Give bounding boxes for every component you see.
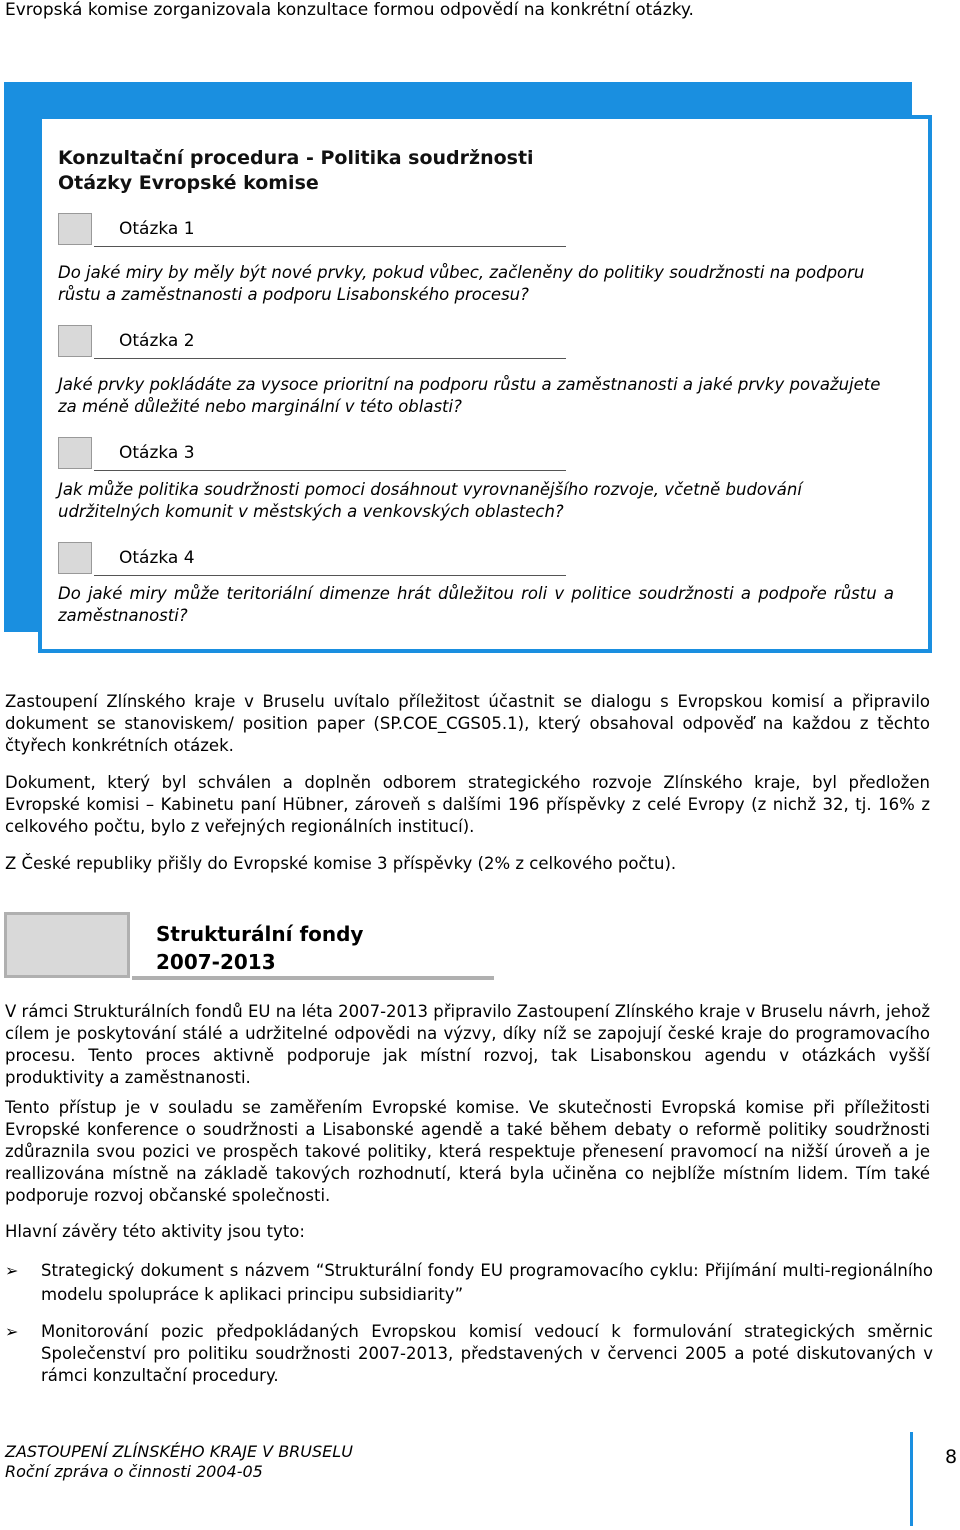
section-title xyxy=(156,920,363,976)
question-checkbox xyxy=(58,437,92,469)
question-1-label: Otázka 1 xyxy=(119,219,195,239)
consultation-title-line1: Konzultační procedura - Politika soudržnosti xyxy=(58,147,534,169)
question-1-header xyxy=(58,213,566,247)
question-4-header xyxy=(58,542,566,576)
section-paragraph-3: Hlavní závěry této aktivity jsou tyto: xyxy=(5,1222,305,1241)
bullet-item-2-text: Monitorování pozic předpokládaných Evropskou komisí vedoucí k formulování strategických směrnic Společenství pro politiku soudržnosti 2007-2013, představených v červenci 2005 a poté diskutovaných v rámci konzultační procedury. xyxy=(41,1322,933,1385)
arrow-bullet-icon: ➢ xyxy=(5,1322,19,1341)
section-paragraph-2: Tento přístup je v souladu se zaměřením Evropské komise. Ve skutečnosti Evropská komise při příležitosti Evropské konference o soudržnosti a Lisabonské agendě a také během debaty o reformě politiky soudržnosti zdůraznila svou pozici ve prospěch takové politiky, která respektuje přenesení pravomocí na nižší úroveň a je reallizována místně na základě takových rozhodnutí, která byla učiněna co nejblíže místním lidem. Tím také podporuje rozvoj občanské společnosti. xyxy=(5,1098,930,1205)
paragraph-2: Dokument, který byl schválen a doplněn odborem strategického rozvoje Zlínského kraje, byl předložen Evropské komisi – Kabinetu paní Hübner, zároveň s dalšími 196 příspěvky z celé Evropy (z nichž 32, tj. 16% z celkového počtu, bylo z veřejných regionálních institucí). xyxy=(5,773,930,836)
question-underline xyxy=(94,358,566,359)
footer-organization: ZASTOUPENÍ ZLÍNSKÉHO KRAJE V BRUSELU xyxy=(5,1442,353,1461)
question-3-label: Otázka 3 xyxy=(119,443,195,463)
paragraph-1: Zastoupení Zlínského kraje v Bruselu uvítalo příležitost účastnit se dialogu s Evropskou komisí a připravilo dokument se stanoviskem/ position paper (SP.COE_CGS05.1), který obsahoval odpověď na každou z těchto čtyřech konkrétních otázek. xyxy=(5,692,930,755)
question-checkbox xyxy=(58,542,92,574)
footer-report-title: Roční zpráva o činnosti 2004-05 xyxy=(5,1462,263,1481)
bullet-item-1-text: Strategický dokument s názvem “Strukturální fondy EU programovacího cyklu: Přijímání multi-regionálního modelu spolupráce k aplikaci principu subsidiarity” xyxy=(41,1261,933,1304)
arrow-bullet-icon: ➢ xyxy=(5,1261,19,1280)
paragraph-3: Z České republiky přišly do Evropské komise 3 příspěvky (2% z celkového počtu). xyxy=(5,854,677,873)
question-3-text: Jak může politika soudržnosti pomoci dosáhnout vyrovnanějšího rozvoje, včetně budování udržitelných komunit v městských a venkovských oblastech? xyxy=(58,480,802,521)
question-2-text: Jaké prvky pokládáte za vysoce prioritní na podporu růstu a zaměstnanosti a jaké prvky považujete za méně důležité nebo marginální v této oblasti? xyxy=(58,375,881,416)
question-2-header xyxy=(58,325,566,359)
page-number: 8 xyxy=(945,1446,958,1468)
section-title-line1: Strukturální fondy xyxy=(156,922,364,946)
section-title-line2: 2007-2013 xyxy=(156,950,276,974)
question-underline xyxy=(94,575,566,576)
footer xyxy=(5,1442,353,1482)
question-checkbox xyxy=(58,325,92,357)
question-1-text: Do jaké miry by měly být nové prvky, pokud vůbec, začleněny do politiky soudržnosti na podporu růstu a zaměstnanosti a podporu Lisabonského procesu? xyxy=(58,263,865,304)
consultation-title xyxy=(58,146,534,196)
section-paragraph-1: V rámci Strukturálních fondů EU na léta 2007-2013 připravilo Zastoupení Zlínského kraje v Bruselu návrh, jehož cílem je poskytování stálé a udržitelné odpovědi na výzvy, díky níž se zapojují české kraje do programovacího procesu. Tento proces aktivně podporuje jak místní rozvoj, tak Lisabonskou agendu v otázkách vyšší produktivity a zaměstnanosti. xyxy=(5,1002,930,1087)
question-4-label: Otázka 4 xyxy=(119,548,195,568)
consultation-title-line2: Otázky Evropské komise xyxy=(58,172,319,194)
question-4-text: Do jaké miry může teritoriální dimenze hrát důležitou roli v politice soudržnosti a podpoře růstu a zaměstnanosti? xyxy=(58,584,894,625)
question-2-label: Otázka 2 xyxy=(119,331,195,351)
intro-text: Evropská komise zorganizovala konzultace formou odpovědí na konkrétní otázky. xyxy=(5,0,694,20)
section-heading-underline xyxy=(132,976,494,980)
footer-divider xyxy=(910,1432,913,1526)
section-heading-box xyxy=(4,912,130,978)
question-underline xyxy=(94,246,566,247)
question-checkbox xyxy=(58,213,92,245)
question-underline xyxy=(94,470,566,471)
question-3-header xyxy=(58,437,566,471)
